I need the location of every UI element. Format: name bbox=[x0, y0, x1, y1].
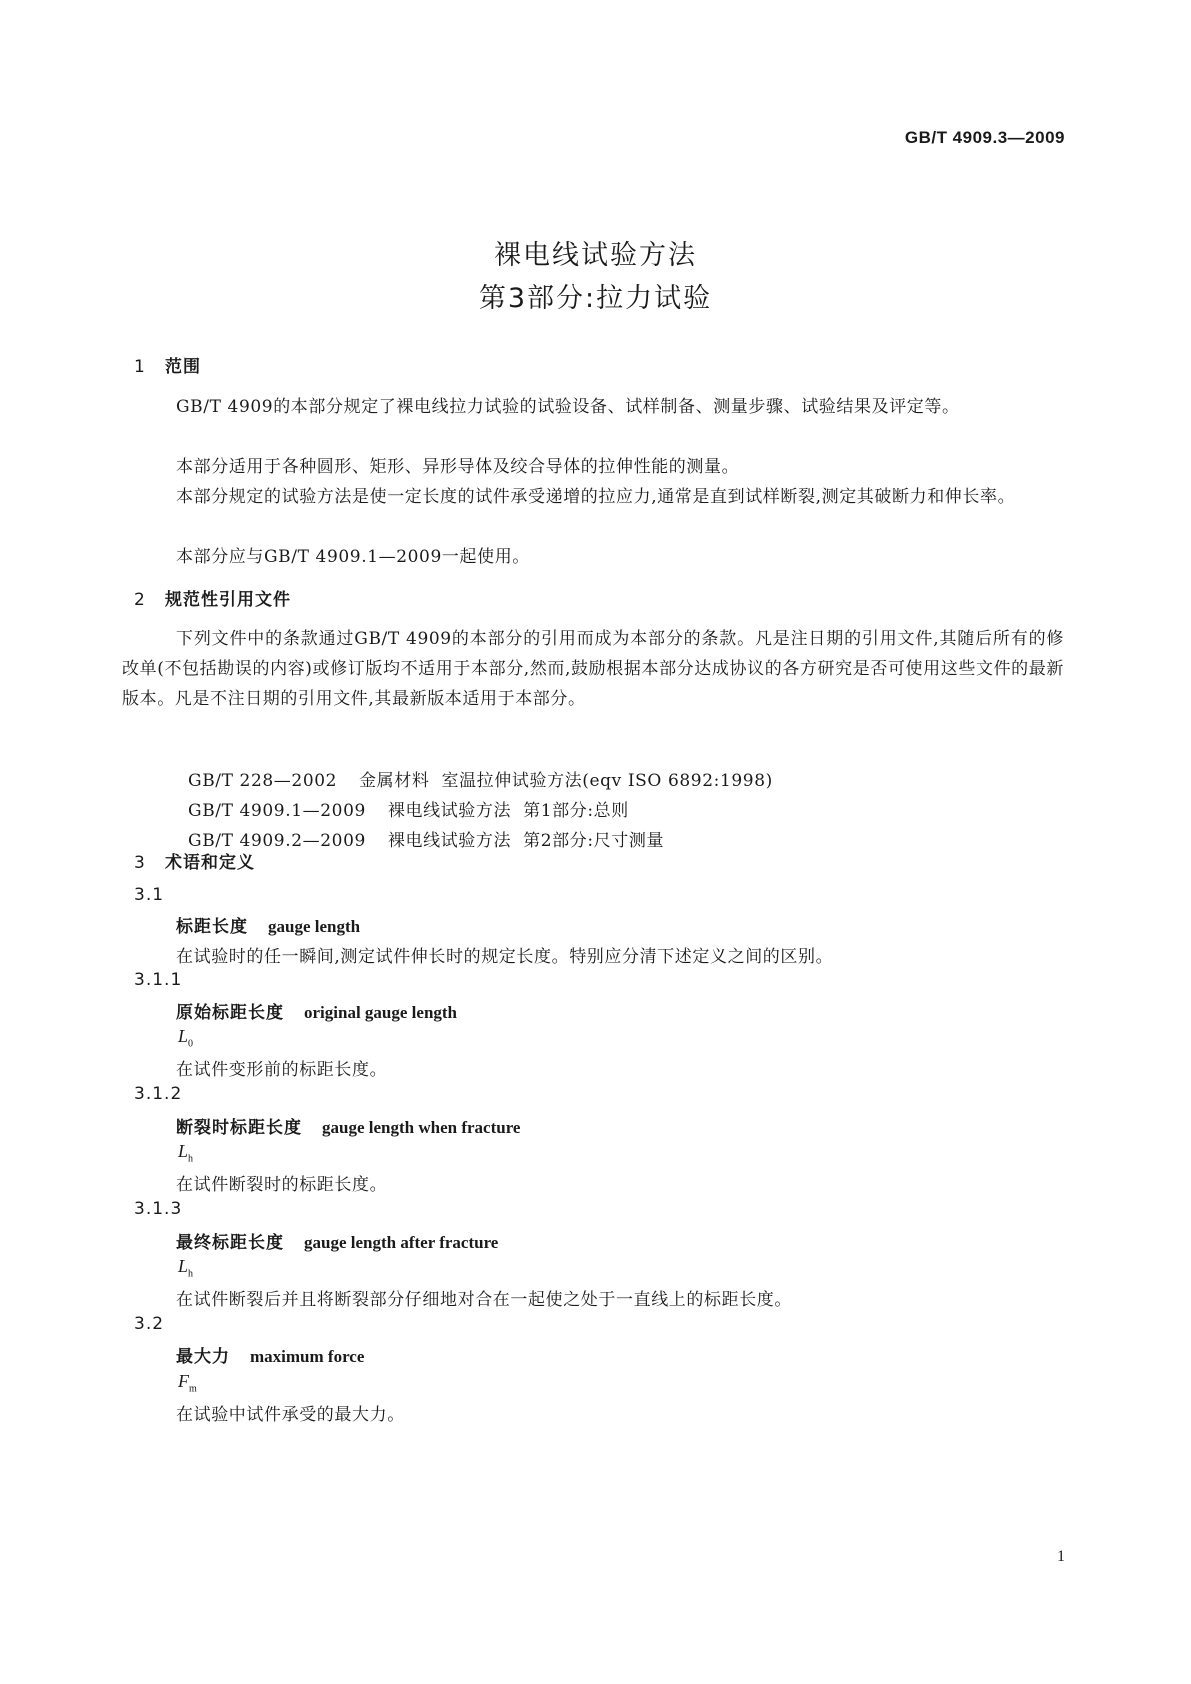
term-entry bbox=[176, 1113, 520, 1138]
reference-title: 金属材料 室温拉伸试验方法(eqv ISO 6892:1998) bbox=[359, 771, 773, 791]
clause-number: 3.2 bbox=[134, 1314, 165, 1334]
document-title: 裸电线试验方法 bbox=[494, 240, 697, 271]
section-number: 2 bbox=[134, 590, 146, 610]
term-english: gauge length bbox=[268, 917, 361, 936]
clause-number: 3.1.3 bbox=[134, 1199, 183, 1219]
term-english: original gauge length bbox=[304, 1003, 458, 1022]
term-chinese: 最终标距长度 bbox=[176, 1233, 284, 1253]
clause-number: 3.1 bbox=[134, 885, 165, 905]
paragraph: 本部分适用于各种圆形、矩形、异形导体及绞合导体的拉伸性能的测量。 bbox=[176, 457, 740, 477]
term-entry bbox=[176, 998, 457, 1023]
reference-item bbox=[176, 806, 664, 851]
term-entry bbox=[176, 1342, 364, 1367]
reference-title: 裸电线试验方法 第1部分:总则 bbox=[387, 801, 629, 821]
standard-code: GB/T 4909.3—2009 bbox=[904, 128, 1065, 147]
section-title: 术语和定义 bbox=[165, 853, 255, 873]
clause-number: 3.1.2 bbox=[134, 1084, 183, 1104]
term-definition: 在试验中试件承受的最大力。 bbox=[176, 1405, 405, 1425]
term-entry bbox=[176, 912, 360, 937]
term-chinese: 最大力 bbox=[176, 1347, 230, 1367]
section-heading-scope bbox=[134, 352, 201, 377]
term-symbol: $L_0$ bbox=[178, 1026, 194, 1050]
reference-code: GB/T 228—2002 bbox=[188, 771, 338, 791]
term-entry bbox=[176, 1228, 498, 1253]
paragraph: 下列文件中的条款通过GB/T 4909的本部分的引用而成为本部分的条款。凡是注日期的引用文件,其随后所有的修改单(不包括勘误的内容)或修订版均不适用于本部分,然而,鼓励根据本部分达成协议的各方研究是否可使用这些文件的最新版本。凡是不注日期的引用文件,其最新版本适用于本部分。 bbox=[122, 629, 1064, 709]
term-symbol: $L_h$ bbox=[178, 1256, 194, 1280]
term-symbol: $L_h$ bbox=[178, 1141, 194, 1165]
paragraph: 本部分应与GB/T 4909.1—2009一起使用。 bbox=[176, 547, 530, 567]
section-title: 范围 bbox=[165, 357, 201, 377]
clause-number: 3.1.1 bbox=[134, 970, 183, 990]
page-number: 1 bbox=[1057, 1548, 1065, 1565]
term-english: maximum force bbox=[250, 1347, 365, 1366]
term-chinese: 标距长度 bbox=[176, 917, 248, 937]
section-heading-terms-definitions bbox=[134, 848, 255, 873]
term-definition: 在试件变形前的标距长度。 bbox=[176, 1060, 388, 1080]
term-definition: 在试验时的任一瞬间,测定试件伸长时的规定长度。特别应分清下述定义之间的区别。 bbox=[176, 947, 834, 967]
section-number: 3 bbox=[134, 853, 146, 873]
section-number: 1 bbox=[134, 357, 146, 377]
term-definition: 在试件断裂时的标距长度。 bbox=[176, 1175, 388, 1195]
reference-code: GB/T 4909.2—2009 bbox=[188, 831, 366, 851]
term-symbol: $F_m$ bbox=[178, 1371, 197, 1395]
document-subtitle: 第3部分:拉力试验 bbox=[478, 283, 713, 314]
term-english: gauge length when fracture bbox=[322, 1118, 521, 1137]
term-chinese: 断裂时标距长度 bbox=[176, 1118, 302, 1138]
section-title: 规范性引用文件 bbox=[165, 590, 291, 610]
term-definition: 在试件断裂后并且将断裂部分仔细地对合在一起使之处于一直线上的标距长度。 bbox=[176, 1290, 792, 1310]
reference-title: 裸电线试验方法 第2部分:尺寸测量 bbox=[387, 831, 665, 851]
reference-code: GB/T 4909.1—2009 bbox=[188, 801, 366, 821]
section-heading-normative-references bbox=[134, 585, 291, 610]
term-chinese: 原始标距长度 bbox=[176, 1003, 284, 1023]
paragraph: 本部分规定的试验方法是使一定长度的试件承受递增的拉应力,通常是直到试样断裂,测定其破断力和伸长率。 bbox=[176, 487, 1016, 507]
term-english: gauge length after fracture bbox=[304, 1233, 499, 1252]
paragraph: GB/T 4909的本部分规定了裸电线拉力试验的试验设备、试样制备、测量步骤、试验结果及评定等。 bbox=[176, 397, 960, 417]
